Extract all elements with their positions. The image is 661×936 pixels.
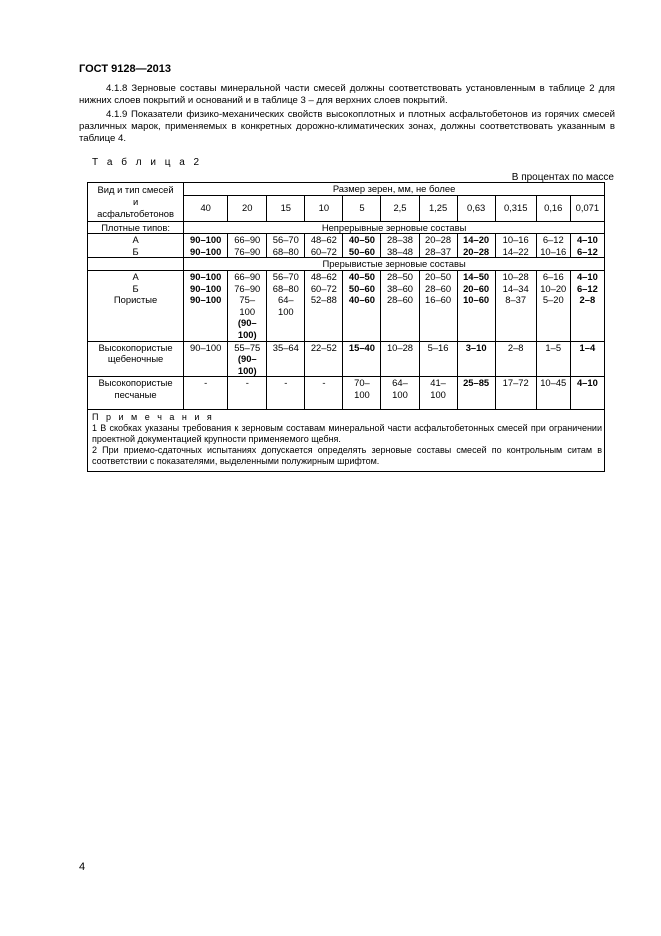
- value-cell: 22–52: [305, 341, 343, 377]
- value-cell: 17–72: [495, 377, 536, 409]
- value-cell: 56–70 68–80 64– 100: [267, 270, 305, 341]
- empty-cell: [88, 258, 184, 271]
- table-row: [88, 234, 605, 246]
- value-cell: 90–100 90–100 90–100: [184, 270, 228, 341]
- size-cell: 0,63: [457, 195, 495, 221]
- section-header-row: [88, 221, 605, 234]
- paragraph-4-1-9: [79, 109, 615, 146]
- value-cell: 48–62 60–72 52–88: [305, 270, 343, 341]
- value-cell: 4–10: [570, 234, 604, 246]
- paragraph-text: 4.1.8 Зерновые составы минеральной части смесей должны соответствовать установленным в таблице 2 для нижних слоев покрытий и оснований и в таблице 3 – для верхних слоев покрытий.: [79, 83, 615, 107]
- value-cell: 66–90 76–90 75– 100 (90– 100): [228, 270, 267, 341]
- value-cell: -: [228, 377, 267, 409]
- size-cell: 0,315: [495, 195, 536, 221]
- value-cell: 6–12: [536, 234, 570, 246]
- value-cell: 90–100: [184, 341, 228, 377]
- notes-cell: [88, 409, 605, 471]
- notes-row: [88, 409, 605, 471]
- size-cell: 1,25: [419, 195, 457, 221]
- value-cell: 14–50 20–60 10–60: [457, 270, 495, 341]
- value-cell: 2–8: [495, 341, 536, 377]
- document-header: ГОСТ 9128—2013: [79, 63, 172, 75]
- value-cell: 14–20: [457, 234, 495, 246]
- table-row: [88, 246, 605, 258]
- value-cell: 14–22: [495, 246, 536, 258]
- notes-title: П р и м е ч а н и я: [92, 411, 215, 422]
- grain-composition-table: [87, 182, 605, 472]
- type-cell: Высокопористые щебеночные: [88, 341, 184, 377]
- size-cell: 5: [343, 195, 381, 221]
- discontinuous-header: Прерывистые зерновые составы: [184, 258, 605, 271]
- paragraph-text: 4.1.9 Показатели физико-механических свойств высокоплотных и плотных асфальтобетонов из горячих смесей различных марок, применяемых в конкретных дорожно-климатических зонах, должны соответствовать указанным в таблице 4.: [79, 109, 615, 145]
- value-cell: 60–72: [305, 246, 343, 258]
- value-cell: 6–12: [570, 246, 604, 258]
- value-cell: 40–50 50–60 40–60: [343, 270, 381, 341]
- value-cell: 55–75 (90– 100): [228, 341, 267, 377]
- value-cell: 10–28 14–34 8–37: [495, 270, 536, 341]
- value-cell: 41– 100: [419, 377, 457, 409]
- type-cell: А Б Пористые: [88, 270, 184, 341]
- value-cell: 20–50 28–60 16–60: [419, 270, 457, 341]
- value-cell: 28–50 38–60 28–60: [381, 270, 419, 341]
- size-header: Размер зерен, мм, не более: [184, 183, 605, 196]
- value-cell: 10–45: [536, 377, 570, 409]
- type-cell: Б: [88, 246, 184, 258]
- value-cell: 3–10: [457, 341, 495, 377]
- value-cell: 28–37: [419, 246, 457, 258]
- value-cell: -: [305, 377, 343, 409]
- value-cell: 90–100: [184, 246, 228, 258]
- corner-header: Вид и тип смесей и асфальтобетонов: [88, 183, 184, 222]
- value-cell: -: [184, 377, 228, 409]
- value-cell: 64– 100: [381, 377, 419, 409]
- size-cell: 0,16: [536, 195, 570, 221]
- value-cell: 10–16: [536, 246, 570, 258]
- table-header-row: [88, 183, 605, 196]
- table-units: В процентах по массе: [511, 172, 614, 183]
- value-cell: 35–64: [267, 341, 305, 377]
- value-cell: 6–16 10–20 5–20: [536, 270, 570, 341]
- size-cell: 20: [228, 195, 267, 221]
- note-1: 1 В скобках указаны требования к зерновым составам минеральной части асфальтобетонных смесей при ограничении проектной документацией крупности применяемого щебня.: [92, 422, 602, 444]
- type-cell: А: [88, 234, 184, 246]
- continuous-header: Непрерывные зерновые составы: [184, 221, 605, 234]
- value-cell: 68–80: [267, 246, 305, 258]
- value-cell: 70– 100: [343, 377, 381, 409]
- page-number: 4: [79, 861, 86, 873]
- value-cell: 28–38: [381, 234, 419, 246]
- size-cell: 10: [305, 195, 343, 221]
- dense-types-label: Плотные типов:: [88, 221, 184, 234]
- table-row: [88, 377, 605, 409]
- value-cell: -: [267, 377, 305, 409]
- value-cell: 50–60: [343, 246, 381, 258]
- value-cell: 48–62: [305, 234, 343, 246]
- value-cell: 76–90: [228, 246, 267, 258]
- value-cell: 15–40: [343, 341, 381, 377]
- value-cell: 10–16: [495, 234, 536, 246]
- value-cell: 25–85: [457, 377, 495, 409]
- value-cell: 90–100: [184, 234, 228, 246]
- value-cell: 38–48: [381, 246, 419, 258]
- value-cell: 10–28: [381, 341, 419, 377]
- size-cell: 40: [184, 195, 228, 221]
- table-row: [88, 341, 605, 377]
- table-row: [88, 270, 605, 341]
- value-cell: 5–16: [419, 341, 457, 377]
- value-cell: 20–28: [419, 234, 457, 246]
- value-cell: 1–5: [536, 341, 570, 377]
- value-cell: 66–90: [228, 234, 267, 246]
- note-2: 2 При приемо-сдаточных испытаниях допускается определять зерновые составы смесей по контрольным ситам в соответствии с показателями, выделенными полужирным шрифтом.: [92, 445, 602, 467]
- type-cell: Высокопористые песчаные: [88, 377, 184, 409]
- value-cell: 4–10: [570, 377, 604, 409]
- size-cell: 0,071: [570, 195, 604, 221]
- value-cell: 56–70: [267, 234, 305, 246]
- value-cell: 4–10 6–12 2–8: [570, 270, 604, 341]
- table-caption: Т а б л и ц а 2: [92, 157, 203, 168]
- value-cell: 40–50: [343, 234, 381, 246]
- size-cell: 2,5: [381, 195, 419, 221]
- value-cell: 20–28: [457, 246, 495, 258]
- section-header-row: [88, 258, 605, 271]
- value-cell: 1–4: [570, 341, 604, 377]
- size-cell: 15: [267, 195, 305, 221]
- paragraph-4-1-8: [79, 83, 615, 107]
